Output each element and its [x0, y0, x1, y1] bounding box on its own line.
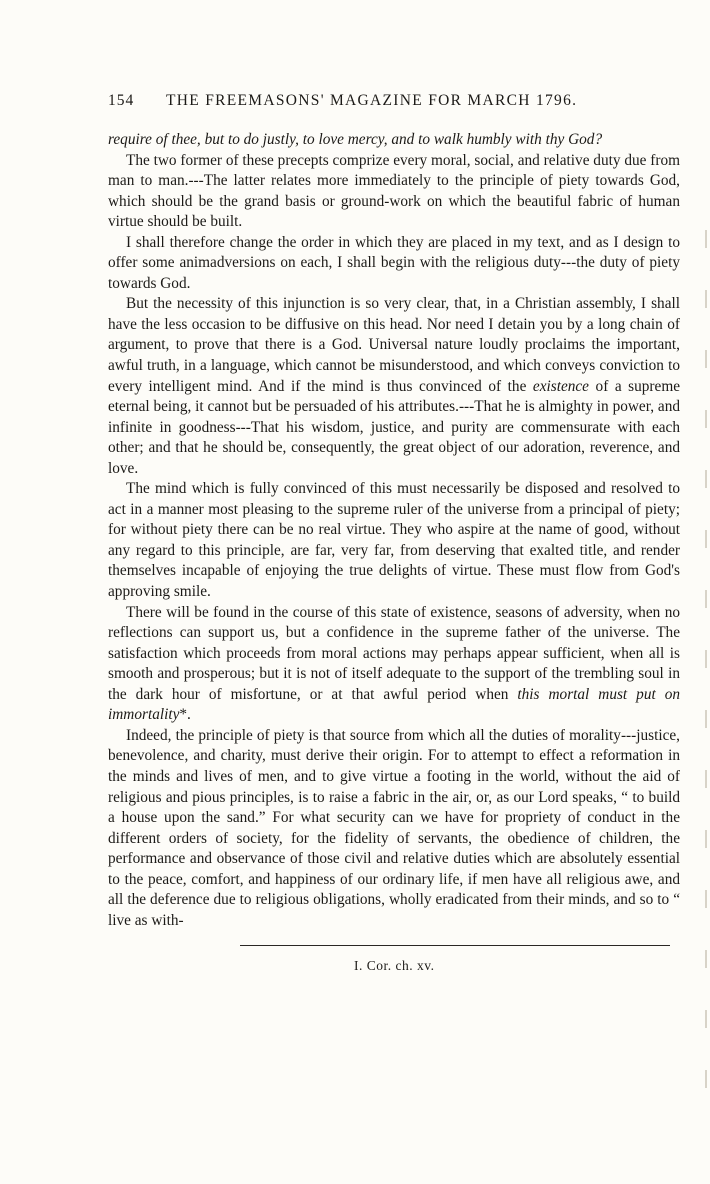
italic-text: existence — [532, 377, 589, 395]
paragraph — [108, 603, 680, 726]
paragraph — [108, 151, 680, 233]
page-header — [108, 92, 680, 116]
body-text — [108, 130, 680, 931]
text-run: of a supreme eternal being, it cannot but be persuaded of his attributes.---That he is almighty in power, and infinite in goodness---That his wisdom, justice, and purity are commensurate with each other; and that he should be, consequently, the great object of our adoration, reverence, and love. — [108, 377, 681, 477]
text-run: Indeed, the principle of piety is that source from which all the duties of morality---justice, benevolence, and charity, must derive their origin. For to attempt to effect a reformation in the minds and lives of men, and to give virtue a footing in the world, without the aid of religious and pious principles, is to raise a fabric in the air, or, as our Lord speaks, “ to build a house upon the sand.” For what security can we have for propriety of conduct in the different orders of society, for the fidelity of servants, the obedience of children, the performance and observance of those civil and relative duties which are absolutely essential to the peace, comfort, and happiness of our ordinary life, if men have all religious awe, and all the deference due to religious obligations, wholly eradicated from their minds, and so to “ live as with- — [108, 726, 680, 929]
text-run: *. — [179, 706, 191, 724]
text-run: The mind which is fully convinced of this must necessarily be disposed and resolved to act in a manner most pleasing to the supreme ruler of the universe from a principal of piety; for without piety there can be no real virtue. They who aspire at the name of good, without any regard to this principle, are far, very far, from deserving that exalted title, and render themselves incapable of enjoying the true delights of virtue. These must flow from God's approving smile. — [108, 480, 680, 601]
footnote-rule — [240, 945, 670, 946]
italic-text: require of thee, but to do justly, to love mercy, and to walk humbly with thy God? — [108, 131, 603, 148]
paragraph — [108, 130, 680, 151]
page-edge-marks — [705, 230, 707, 1130]
text-run: I shall therefore change the order in which they are placed in my text, and as I design to offer some animadversions on each, I shall begin with the religious duty---the duty of piety towards God. — [108, 233, 680, 292]
magazine-page — [108, 92, 680, 974]
paragraph — [108, 294, 680, 479]
paragraph — [108, 479, 680, 602]
footnote — [108, 958, 680, 974]
text-run: But the necessity of this injunction is so very clear, that, in a Christian assembly, I shall have the less occasion to be diffusive on this head. Nor need I detain you by a long chain of argument, to prove that there is a God. Universal nature loudly proclaims the important, awful truth, in a language, which cannot be misunderstood, and which conveys conviction to every intelligent mind. And if the mind is thus convinced of the — [108, 295, 680, 395]
text-run: The two former of these precepts comprize every moral, social, and relative duty due from man to man.---The latter relates more immediately to the principle of piety towards God, which should be the grand basis or ground-work on which the beautiful fabric of human virtue should be built. — [108, 151, 680, 231]
text-run: There will be found in the course of this state of existence, seasons of adversity, when no reflections can support us, but a confidence in the supreme father of the universe. The satisfaction which proceeds from moral actions may perhaps appear sufficient, when all is smooth and prosperous; but it is not of itself adequate to the support of the trembling soul in the dark hour of misfortune, or at that awful period when — [108, 603, 680, 703]
paragraph — [108, 726, 680, 931]
page-number: 154 — [108, 92, 135, 109]
footnote-text: I. Cor. ch. xv. — [354, 958, 435, 974]
italic-text: this mortal must put on immortality — [108, 685, 681, 724]
paragraph — [108, 233, 680, 295]
running-title: THE FREEMASONS' MAGAZINE FOR MARCH 1796. — [166, 92, 578, 109]
